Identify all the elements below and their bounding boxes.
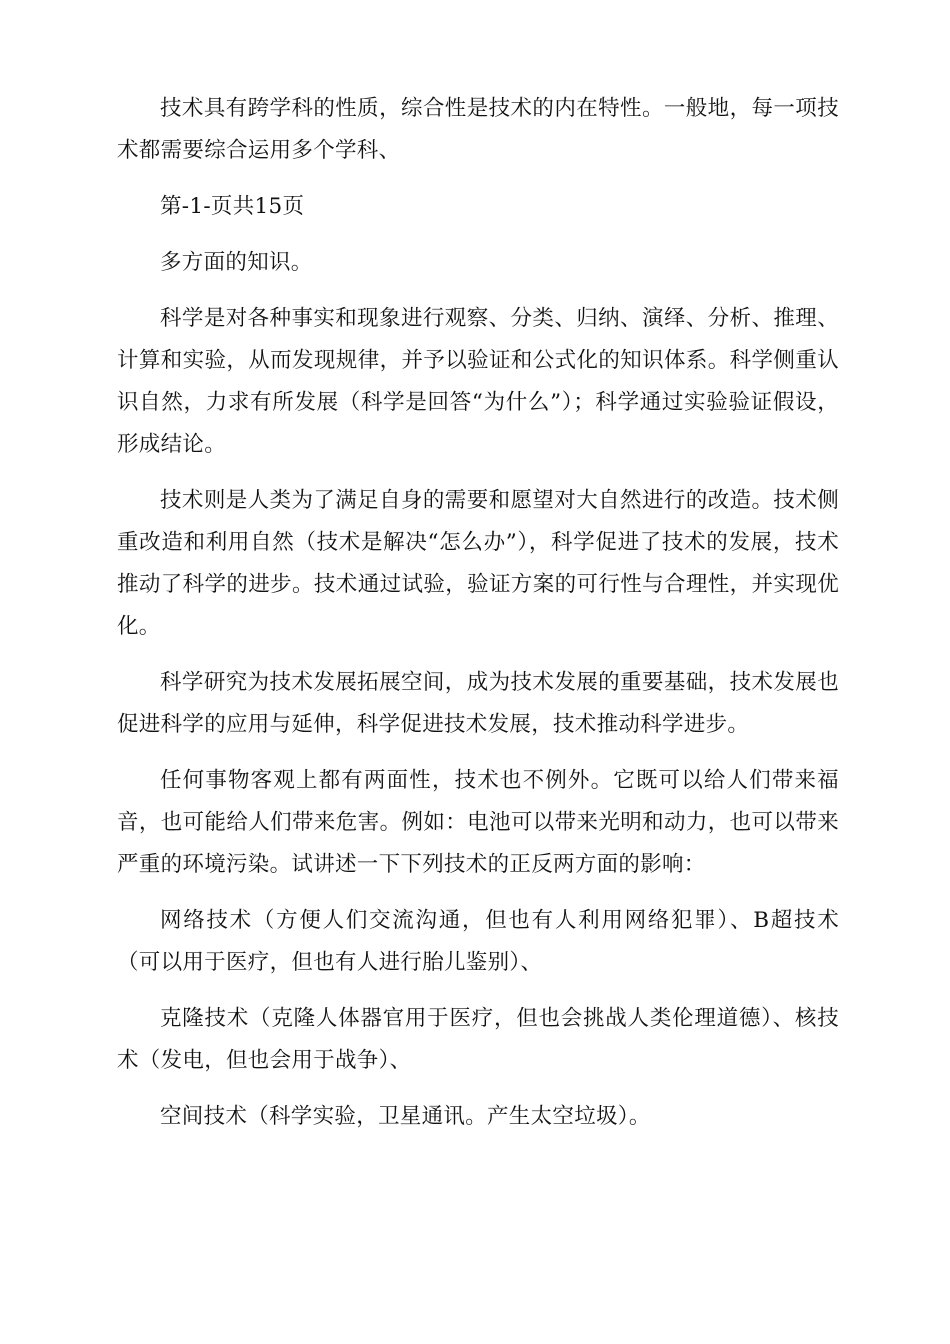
paragraph-interdisciplinary: 技术具有跨学科的性质，综合性是技术的内在特性。一般地，每一项技术都需要综合运用多个学科、 xyxy=(117,96,839,163)
paragraph-technology-definition: 技术则是人类为了满足自身的需要和愿望对大自然进行的改造。技术侧重改造和利用自然（技术是解决“怎么办”），科学促进了技术的发展，技术推动了科学的进步。技术通过试验，验证方案的可行性与合理性，并实现优化。 xyxy=(117,488,839,639)
paragraph-gap xyxy=(117,648,839,662)
paragraph-gap xyxy=(117,984,839,998)
paragraph-cloning-nuclear: 克隆技术（克隆人体器官用于医疗，但也会挑战人类伦理道德）、核技术（发电，但也会用于战争）、 xyxy=(117,1006,839,1073)
paragraph-network-ultrasound: 网络技术（方便人们交流沟通，但也有人利用网络犯罪）、B超技术（可以用于医疗，但也有人进行胎儿鉴别）、 xyxy=(117,908,839,975)
paragraph-gap xyxy=(117,228,839,242)
paragraph-space-technology: 空间技术（科学实验，卫星通讯。产生太空垃圾）。 xyxy=(160,1104,651,1129)
paragraph-science-technology-relation: 科学研究为技术发展拓展空间，成为技术发展的重要基础，技术发展也促进科学的应用与延伸，科学促进技术发展，技术推动科学进步。 xyxy=(117,670,839,737)
document-body xyxy=(117,88,839,1138)
paragraph-gap xyxy=(117,466,839,480)
paragraph-gap xyxy=(117,1082,839,1096)
paragraph-gap xyxy=(117,886,839,900)
paragraph-gap xyxy=(117,746,839,760)
paragraph-gap xyxy=(117,172,839,186)
page-number-label: 第-1-页共15页 xyxy=(160,194,305,219)
paragraph-knowledge: 多方面的知识。 xyxy=(160,250,313,275)
paragraph-science-definition: 科学是对各种事实和现象进行观察、分类、归纳、演绎、分析、推理、计算和实验，从而发现规律，并予以验证和公式化的知识体系。科学侧重认识自然，力求有所发展（科学是回答“为什么”）；科学通过实验验证假设，形成结论。 xyxy=(117,306,839,457)
paragraph-gap xyxy=(117,284,839,298)
paragraph-duality: 任何事物客观上都有两面性，技术也不例外。它既可以给人们带来福音，也可能给人们带来危害。例如：电池可以带来光明和动力，也可以带来严重的环境污染。试讲述一下下列技术的正反两方面的影响： xyxy=(117,768,839,877)
